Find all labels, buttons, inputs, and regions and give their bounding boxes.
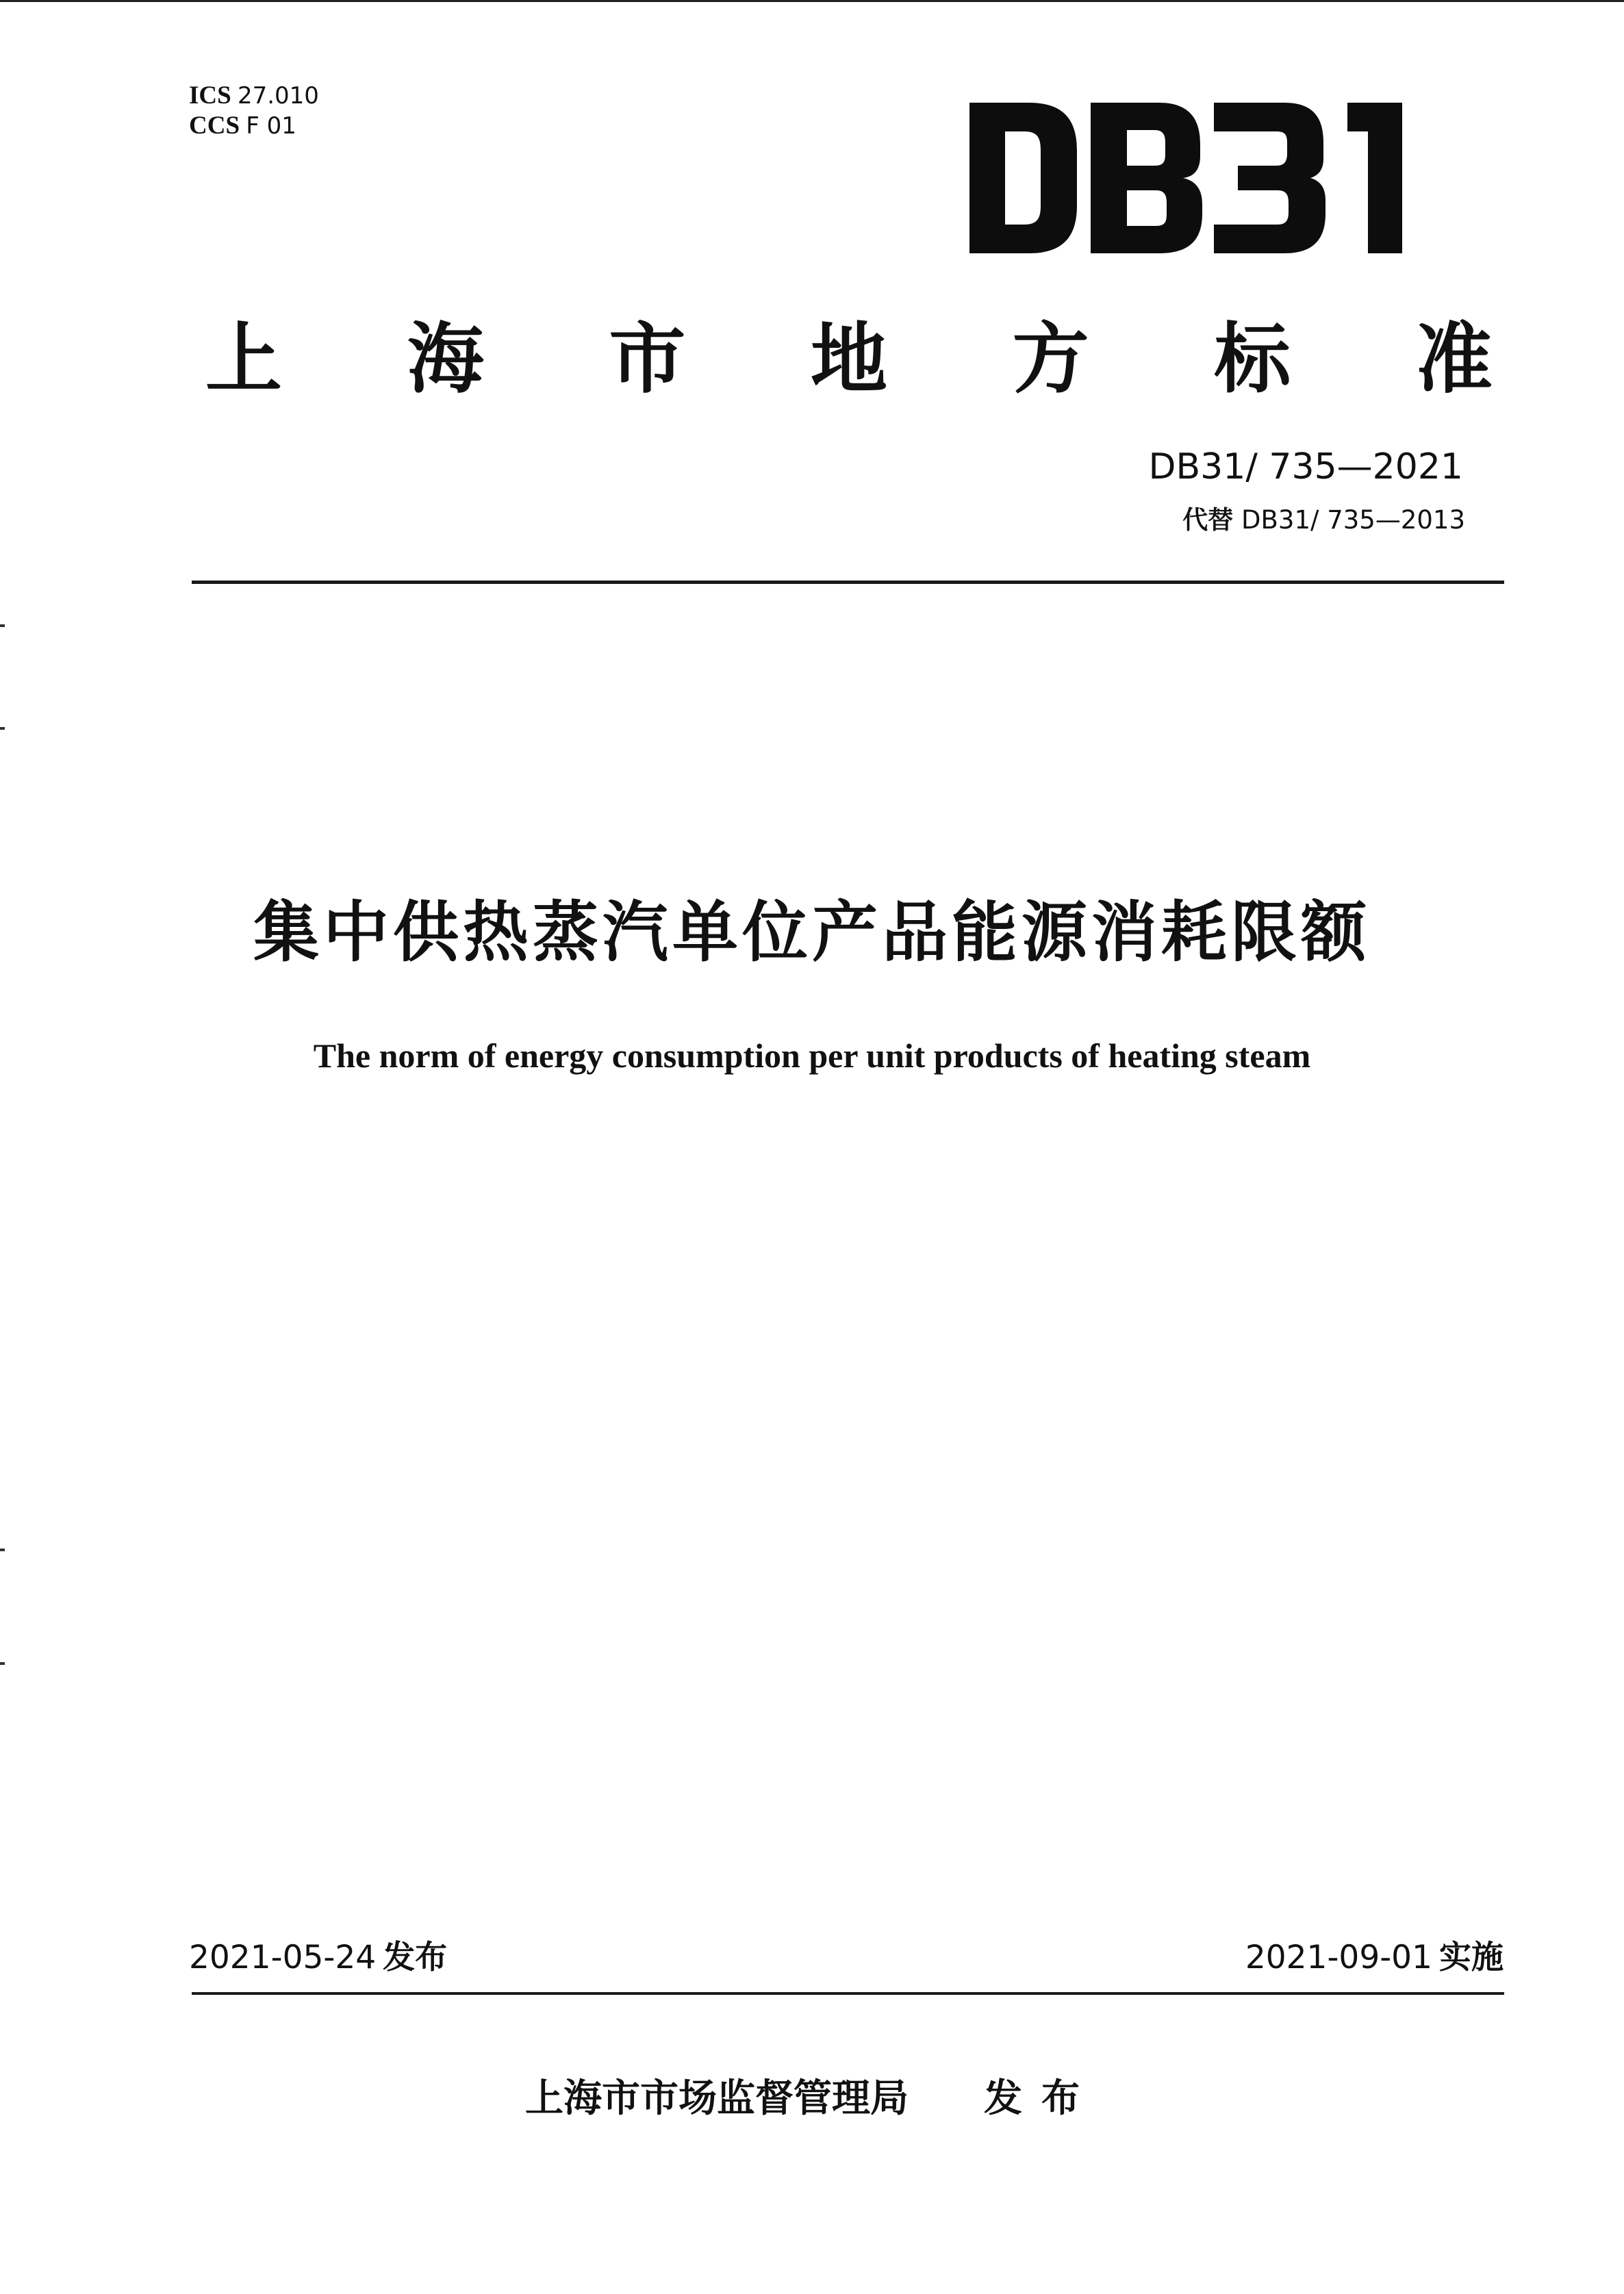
standard-type-char: 海 — [407, 315, 484, 404]
standard-type-char: 上 — [205, 315, 282, 404]
issue-word: 发布 — [383, 1939, 448, 1976]
footer-divider — [192, 1992, 1504, 1995]
ccs-code — [189, 111, 319, 141]
standard-type-char: 地 — [810, 315, 887, 404]
page-top-edge — [0, 0, 1624, 2]
scan-mark — [0, 624, 5, 627]
scan-mark — [0, 1549, 5, 1551]
standard-type-char: 市 — [609, 315, 686, 404]
document-title-cn: 集中供热蒸汽单位产品能源消耗限额 — [253, 894, 1371, 971]
scan-mark — [0, 727, 5, 730]
standard-type-char: 标 — [1214, 315, 1291, 404]
scan-mark — [0, 1662, 5, 1665]
publisher-line — [0, 2074, 1624, 2124]
standard-type-title — [205, 311, 1493, 407]
header-divider — [192, 581, 1504, 584]
implementation-date-line — [1245, 1937, 1504, 1978]
ics-code — [189, 81, 319, 111]
replaces-prefix: 代替 — [1182, 505, 1234, 535]
publisher-verb: 发布 — [984, 2076, 1099, 2121]
classification-codes — [189, 81, 319, 141]
ccs-label: CCS — [189, 112, 240, 140]
replaces-note — [1182, 503, 1465, 537]
document-title-en: The norm of energy consumption per unit products of heating steam — [313, 1036, 1311, 1075]
ccs-value: F 01 — [246, 112, 296, 140]
standard-number-text: DB31/ 735—2021 — [1148, 446, 1463, 487]
issue-date-line — [189, 1937, 447, 1978]
publisher-name: 上海市市场监督管理局 — [525, 2076, 909, 2121]
implementation-word: 实施 — [1439, 1939, 1504, 1976]
standard-type-char: 方 — [1012, 315, 1089, 404]
ics-value: 27.010 — [237, 82, 319, 110]
standard-number — [1148, 445, 1463, 489]
replaces-number: DB31/ 735—2013 — [1241, 505, 1465, 535]
standard-type-char: 准 — [1415, 315, 1493, 404]
implementation-date: 2021-09-01 — [1245, 1939, 1432, 1976]
issue-date: 2021-05-24 — [189, 1939, 377, 1976]
db31-logo — [964, 96, 1416, 260]
ics-label: ICS — [189, 81, 231, 110]
